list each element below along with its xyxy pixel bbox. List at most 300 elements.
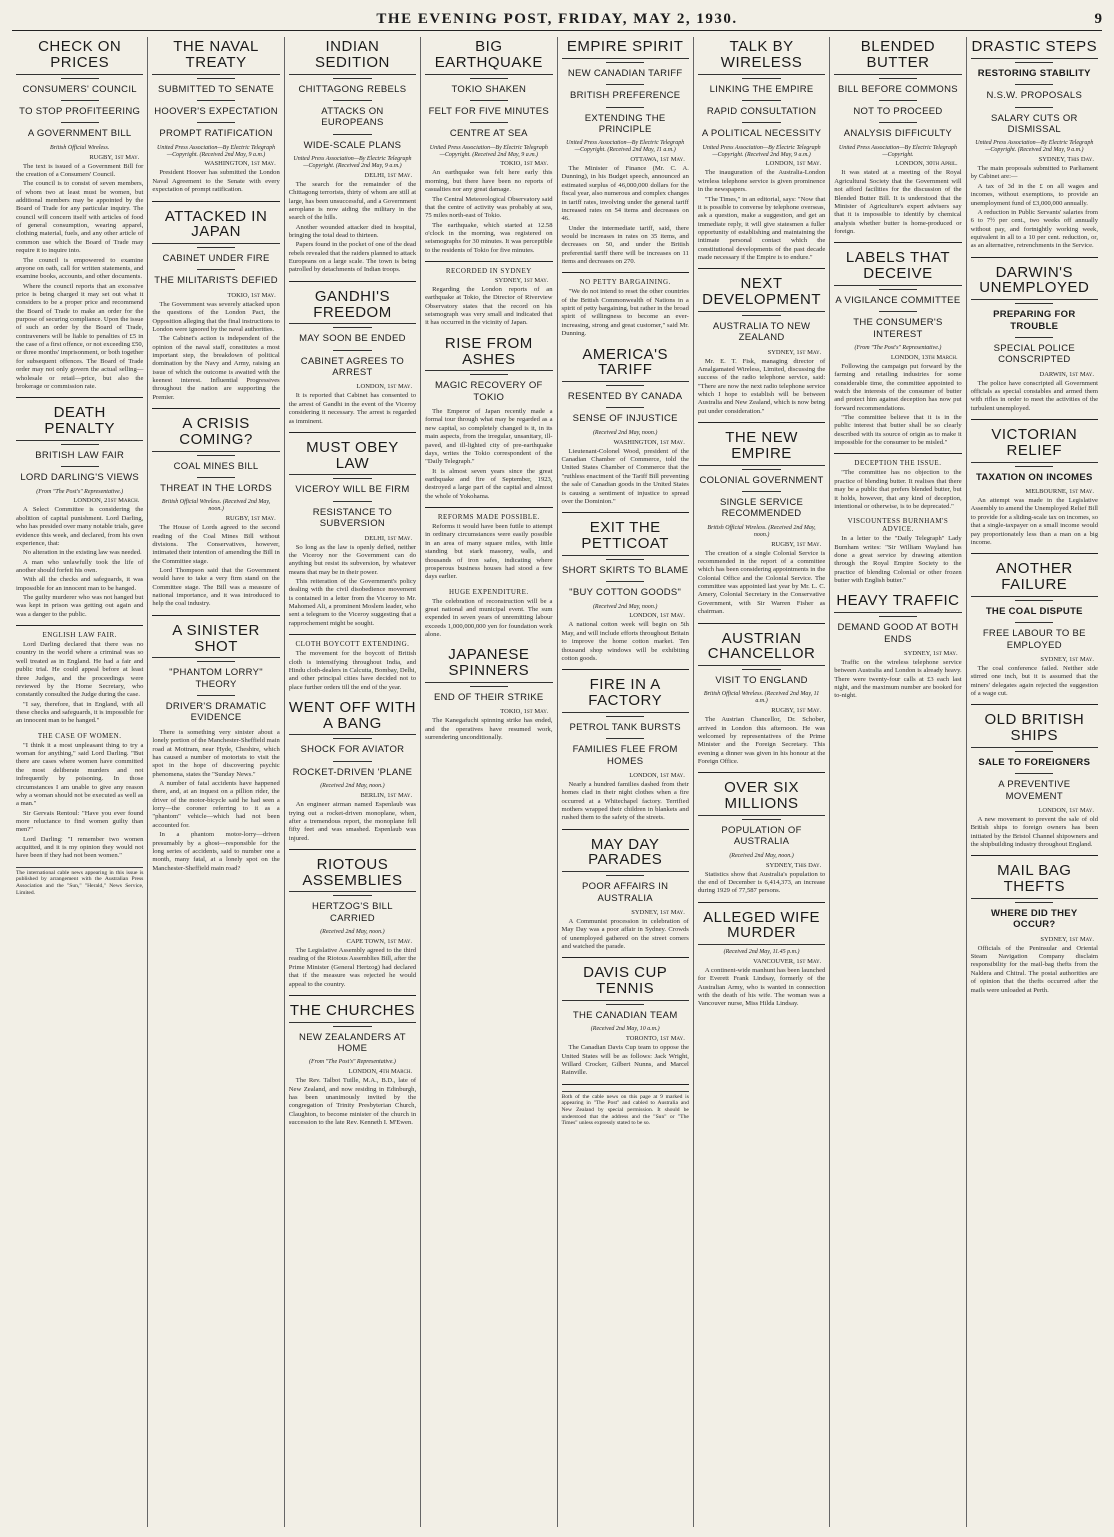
story-body bbox=[698, 358, 825, 417]
paragraph: Under the intermediate tariff, said, there would be increases in rates on 35 items, and decreases on 50, and under the British preferential tariff there will be increases on 11 items and decreases on 270. bbox=[561, 224, 689, 266]
deck-rule bbox=[1015, 600, 1053, 601]
paragraph: The Cabinet's action is independent of the opinion of the naval staff, constitutes a most important step, the breakdown of political domination by the Navy and Army, raising an issue of which the outcome is awaited with the keenest interest. Influential Progressives throughout the nation are supporting the Premier. bbox=[152, 335, 280, 401]
story-deck: END OF THEIR STRIKE bbox=[434, 691, 544, 703]
dateline: SYDNEY, 1st May. bbox=[631, 908, 685, 916]
dateline: WASHINGTON, 1st May. bbox=[613, 438, 685, 446]
story bbox=[425, 37, 552, 255]
story-separator bbox=[971, 704, 1098, 705]
paragraph: A continent-wide manhunt has been launched for Everett Frank Lindsay, formerly of the Australian Army, who is wanted in connection with the death of his wife. The woman was a Vancouver nurse, Miss Hilda Lindsay. bbox=[697, 967, 826, 1008]
story-subhead: HUGE EXPENDITURE. bbox=[448, 587, 529, 596]
story-body bbox=[834, 535, 961, 585]
story bbox=[562, 37, 689, 266]
masthead-title: THE EVENING POST, FRIDAY, MAY 2, 1930. bbox=[376, 10, 738, 27]
deck-rule bbox=[1015, 84, 1053, 85]
dateline: DELHI, 1st May. bbox=[364, 171, 413, 179]
story-separator bbox=[698, 268, 825, 269]
story-deck: POOR AFFAIRS IN AUSTRALIA bbox=[582, 881, 669, 904]
story bbox=[834, 517, 961, 585]
story-subhead: CLOTH BOYCOTT EXTENDING. bbox=[295, 640, 410, 649]
paragraph: It is almost seven years since the great earthquake and fire of September, 1923, destroyed a large part of the capital and almost the whole of Yokohama. bbox=[425, 467, 553, 500]
deck-rule bbox=[606, 385, 644, 386]
story-separator bbox=[289, 995, 416, 996]
story bbox=[289, 640, 416, 692]
paragraph: Lieutenant-Colonel Wood, president of the Canadian Chamber of Commerce, told the United States Chamber of Commerce that the "ruthless enactment of the Tariff Bill preventing the sale of Canadian goods in the United States is causing a sentiment of injustice to spread over the Dominion." bbox=[561, 447, 689, 505]
story-deck: BRITISH LAW FAIR bbox=[35, 449, 125, 461]
story-deck: TAXATION ON INCOMES bbox=[975, 471, 1093, 483]
story bbox=[971, 425, 1098, 547]
dateline: TORONTO, 1st May. bbox=[625, 1035, 685, 1043]
story-body bbox=[562, 165, 689, 266]
deck-rule bbox=[606, 62, 644, 63]
story-separator bbox=[562, 669, 689, 670]
story-deck: THE COAL DISPUTE bbox=[985, 605, 1083, 617]
deck-rule bbox=[470, 100, 508, 101]
paragraph: The Legislative Assembly agreed to the third reading of the Riotous Assemblies Bill, after the Prime Minister (General Hertzog) had declared that if the measure was rejected he would appeal to the country. bbox=[288, 947, 417, 988]
story-body bbox=[971, 380, 1098, 413]
wire-credit: United Press Association—By Electric Telegraph—Copyright. (Received 2nd May, 9 a.m.) bbox=[429, 144, 548, 158]
story-body bbox=[289, 947, 416, 989]
deck-rule bbox=[1015, 622, 1053, 623]
deck-rule bbox=[333, 478, 371, 479]
column-8 bbox=[967, 37, 1102, 1527]
wire-credit: United Press Association—By Electric Telegraph—Copyright. (Received 2nd May, 9 a.m.) bbox=[293, 156, 412, 169]
story-separator bbox=[698, 623, 825, 624]
story-deck: LORD DARLING'S VIEWS bbox=[20, 472, 140, 484]
story bbox=[971, 263, 1098, 414]
wire-credit: British Official Wireless. bbox=[50, 144, 110, 151]
paragraph: The movement for the boycott of British cloth is intensifying throughout India, and Hindu cloth-dealers in Calcutta, Bombay, Delhi, and other principal cities have decided not to place further orders till the end of the year. bbox=[288, 650, 417, 691]
story-body bbox=[152, 524, 279, 609]
dateline: LONDON, 1st May. bbox=[629, 771, 685, 779]
deck-rule bbox=[879, 100, 917, 101]
page-number: 9 bbox=[1094, 10, 1102, 27]
story bbox=[562, 518, 689, 663]
deck-rule bbox=[333, 350, 371, 351]
story-body bbox=[971, 945, 1098, 995]
story-headline: THE NEW EMPIRE bbox=[698, 428, 825, 466]
story-body bbox=[16, 641, 143, 726]
story-body bbox=[698, 169, 825, 262]
story-body bbox=[289, 544, 416, 629]
deck-rule bbox=[197, 122, 235, 123]
paragraph: Following the campaign put forward by the farming and retailing industries for some considerable time, the committee appointed to watch the interests of the consumer of butter and protect him against deception has now put forward recommendations. bbox=[834, 362, 962, 412]
story-deck: BRITISH PREFERENCE bbox=[569, 90, 681, 102]
story-body bbox=[152, 729, 279, 873]
paragraph: This reiteration of the Government's policy dealing with the civil disobedience movement is contained in a letter from the Viceroy to Mr. Mahomed Ali, a prominent Moslem leader, who sent a telegram to the Viceroy suggesting that a rapprochement might be sought. bbox=[288, 578, 417, 627]
story-deck: HERTZOG'S BILL CARRIED bbox=[312, 901, 393, 924]
story-body bbox=[562, 1044, 689, 1077]
deck-rule bbox=[333, 895, 371, 896]
paragraph: The Rev. Talbot Tuille, M.A., B.D., late of New Zealand, and now residing in Edinburgh, has been unanimously invited by the congregation of Trinity Presbyterian Church, Claughton, to become minister of the church in succession to the late Rev. Kenneth I. M'Ewen. bbox=[288, 1077, 417, 1127]
story-deck: RAPID CONSULTATION bbox=[706, 105, 817, 117]
story-headline: A SINISTER SHOT bbox=[152, 621, 279, 659]
deck-rule bbox=[61, 122, 99, 123]
story-body bbox=[425, 286, 552, 328]
story bbox=[152, 621, 279, 873]
wire-credit: (From "The Post's" Representative.) bbox=[309, 1059, 396, 1066]
deck-rule bbox=[333, 1026, 371, 1027]
paragraph: "The committee believe that it is in the public interest that butter shall be so clearly described with its source of origin as to make it impossible for the consumer to be misled." bbox=[834, 414, 962, 447]
deck-rule bbox=[742, 315, 780, 316]
deck-rule bbox=[606, 84, 644, 85]
story-headline: THE NAVAL TREATY bbox=[152, 37, 279, 75]
story-deck: VISIT TO ENGLAND bbox=[715, 675, 808, 687]
paragraph: A reduction in Public Servants' salaries from 6 to 7½ per cent., two weeks off annually without pay, and fortnightly working week, equivalent in all to a 10 per cent. reduction, or, as an alternative, retrenchments in the Service. bbox=[970, 208, 1098, 250]
dateline: LONDON, 21st March. bbox=[73, 497, 140, 505]
story-deck: LINKING THE EMPIRE bbox=[709, 83, 814, 95]
dateline: LONDON, 1st May. bbox=[765, 160, 822, 168]
story-headline: RIOTOUS ASSEMBLIES bbox=[289, 855, 416, 893]
story-body bbox=[562, 448, 689, 507]
paragraph: In a letter to the "Daily Telegraph" Lady Burnham writes: "Sir William Wayland has done a great service by drawing attention through the Royal Empire Society to the practice of blending Colonial or other frozen butter with English butter." bbox=[834, 535, 962, 585]
deck-rule bbox=[470, 374, 508, 375]
story-headline: EXIT THE PETTICOAT bbox=[562, 518, 689, 556]
story-deck: PROMPT RATIFICATION bbox=[159, 128, 273, 140]
deck-rule bbox=[606, 581, 644, 582]
story-headline: A CRISIS COMING? bbox=[152, 414, 279, 452]
paragraph: Reforms it would have been futile to attempt in ordinary circumstances were easily possible in an area of many square miles, with little standing but stark masonry, walls, and thousands of iron safes, indicating where prosperous business houses had stood a few days earlier. bbox=[425, 523, 553, 581]
story-deck: SENSE OF INJUSTICE bbox=[572, 413, 678, 425]
deck-rule bbox=[333, 501, 371, 502]
story-separator bbox=[152, 201, 279, 202]
paragraph: The council is empowered to examine anyone on oath, call for written statements, and examine books, accounts, and other documents. bbox=[16, 256, 144, 281]
story-separator bbox=[971, 257, 1098, 258]
paragraph: A Communist procession in celebration of May Day was a poor affair in Sydney. Crowds of unemployed gathered on the street corners and watched the parade. bbox=[561, 917, 689, 951]
story-body bbox=[425, 523, 552, 582]
story-separator bbox=[971, 855, 1098, 856]
story-body bbox=[834, 659, 961, 701]
story-deck: "BUY COTTON GOODS" bbox=[569, 587, 682, 599]
story bbox=[698, 908, 825, 1009]
story-headline: GANDHI'S FREEDOM bbox=[289, 287, 416, 325]
wire-credit: (Received 2nd May, 11.45 p.m.) bbox=[723, 949, 800, 956]
story-separator bbox=[425, 261, 552, 262]
story-headline: ATTACKED IN JAPAN bbox=[152, 207, 279, 245]
deck-rule bbox=[742, 122, 780, 123]
story-deck: PREPARING FOR TROUBLE bbox=[993, 309, 1076, 332]
paragraph: A tax of 3d in the £ on all wages and incomes, without exemptions, to provide an unemployment fund of £3,000,000 annually. bbox=[970, 182, 1098, 207]
story bbox=[152, 414, 279, 609]
paragraph: The guilty murderer who was not hanged but was kept in prison was getting out again and was a danger to the public. bbox=[16, 594, 144, 618]
story-separator bbox=[152, 615, 279, 616]
story-headline: ALLEGED WIFE MURDER bbox=[698, 908, 825, 946]
dateline: SYDNEY, 1st May. bbox=[1040, 935, 1094, 943]
deck-rule bbox=[470, 78, 508, 79]
wire-credit: (Received 2nd May, noon.) bbox=[592, 603, 658, 610]
dateline: VANCOUVER, 1st May. bbox=[753, 958, 822, 965]
paragraph: An earthquake was felt here early this morning, but there have been no reports of casualties nor any great damage. bbox=[425, 169, 553, 194]
deck-rule bbox=[606, 875, 644, 876]
story bbox=[562, 278, 689, 338]
paragraph: A number of fatal accidents have happened there, and, at an inquest on a pillion rider, the driver of the motor-bicycle said he had seen a lorry—the coroner referring to it as a "phantom" vehicle—which had not been accounted for. bbox=[152, 780, 280, 829]
story bbox=[834, 459, 961, 511]
deck-rule bbox=[197, 269, 235, 270]
story bbox=[971, 559, 1098, 698]
paragraph: "We do not intend to reset the other countries of the British Commonwealth of Nations in a spirit of petty bargaining, but rather in the broad spirit of willingness to become an ever-increasing, strong and great customer," said Mr. Dunning. bbox=[561, 288, 689, 338]
story-body bbox=[562, 781, 689, 823]
story-deck: "PHANTOM LORRY" THEORY bbox=[169, 667, 263, 690]
story-body bbox=[698, 550, 825, 617]
wire-credit: United Press Association—By Electric Telegraph—Copyright. (Received 2nd May, 9 a.m.) bbox=[157, 144, 276, 158]
paragraph: Sir Gervais Rentoul: "Have you ever found more reluctance to find women guilty than men?" bbox=[16, 809, 144, 834]
deck-rule bbox=[606, 738, 644, 739]
story bbox=[289, 698, 416, 843]
story-headline: MAY DAY PARADES bbox=[562, 835, 689, 873]
story bbox=[16, 631, 143, 726]
dateline: LONDON, 1st May. bbox=[629, 612, 685, 620]
deck-rule bbox=[606, 559, 644, 560]
deck-rule bbox=[197, 695, 235, 696]
dateline: SYDNEY, 1st May. bbox=[767, 348, 822, 356]
story-separator bbox=[698, 422, 825, 423]
story-headline: AMERICA'S TARIFF bbox=[562, 345, 689, 383]
paragraph: Lord Thompson said that the Government would have to take a very firm stand on the Committee stage. The Bill was a measure of national importance, and it was introduced to help the coal industry. bbox=[152, 566, 280, 608]
story-deck: A GOVERNMENT BILL bbox=[27, 128, 132, 140]
story-body bbox=[834, 169, 961, 236]
story-body bbox=[152, 169, 279, 194]
deck-rule bbox=[197, 100, 235, 101]
story-body bbox=[289, 650, 416, 692]
story bbox=[425, 334, 552, 501]
story bbox=[16, 37, 143, 391]
column-6 bbox=[694, 37, 830, 1527]
story-headline: JAPANESE SPINNERS bbox=[425, 645, 552, 683]
story-body bbox=[289, 181, 416, 275]
wire-credit: (Received 2nd May, 10 a.m.) bbox=[590, 1026, 660, 1033]
story-deck: NEW CANADIAN TARIFF bbox=[567, 67, 683, 79]
story-deck: CABINET AGREES TO ARREST bbox=[300, 355, 405, 379]
deck-rule bbox=[1015, 107, 1053, 108]
story-headline: BLENDED BUTTER bbox=[834, 37, 961, 75]
story-headline: AUSTRIAN CHANCELLOR bbox=[698, 629, 825, 667]
story-separator bbox=[562, 1084, 689, 1085]
dateline: TOKIO, 1st May. bbox=[500, 708, 549, 716]
paragraph: The Austrian Chancellor, Dr. Schober, arrived in London this afternoon. He was welcomed by representatives of the Prime Minister and the Foreign Secretary. This evening a dinner was given in his honour at the Foreign Office. bbox=[697, 716, 826, 765]
story-separator bbox=[698, 772, 825, 773]
deck-rule bbox=[61, 444, 99, 445]
dateline: RUGBY, 1st May. bbox=[771, 540, 822, 548]
story-body bbox=[425, 717, 552, 742]
paragraph: The Central Meteorological Observatory said that the centre of activity was probably at sea, 75 miles north-east of Tokio. bbox=[425, 195, 553, 220]
story-deck: SUBMITTED TO SENATE bbox=[158, 83, 275, 95]
wire-credit: (From "The Post's" Representative.) bbox=[36, 488, 124, 495]
deck-rule bbox=[197, 247, 235, 248]
paragraph: "The Times," in an editorial, says: "Now that it is possible to converse by telephone overseas, ask a question, make a suggestion, and get an immediate reply, it will give statesmen a fuller opportunity of establishing and maintaining the intimate personal contact which the constitutional developments of the past decade made necessary if the Empire is to endure." bbox=[697, 195, 826, 262]
dateline: LONDON, 30th April. bbox=[895, 160, 958, 168]
story-body bbox=[16, 506, 143, 619]
story-deck: THE CONSUMER'S INTEREST bbox=[853, 317, 943, 340]
story-body bbox=[425, 408, 552, 501]
story bbox=[562, 345, 689, 507]
deck-rule bbox=[1015, 337, 1053, 338]
story-deck: THE CANADIAN TEAM bbox=[572, 1009, 678, 1021]
story-subhead: REFORMS MADE POSSIBLE. bbox=[437, 513, 540, 522]
story-deck: COLONIAL GOVERNMENT bbox=[699, 474, 824, 486]
story-deck: SPECIAL POLICE CONSCRIPTED bbox=[993, 342, 1076, 366]
dateline: CAPE TOWN, 1st May. bbox=[346, 938, 413, 946]
story-headline: HEAVY TRAFFIC bbox=[834, 591, 961, 613]
column-3 bbox=[285, 37, 421, 1527]
story-body bbox=[289, 1077, 416, 1127]
story-separator bbox=[425, 507, 552, 508]
story-deck: CENTRE AT SEA bbox=[449, 128, 528, 140]
deck-rule bbox=[879, 616, 917, 617]
story bbox=[698, 629, 825, 767]
story-headline: MUST OBEY LAW bbox=[289, 438, 416, 476]
story bbox=[289, 37, 416, 275]
story-deck: MAY SOON BE ENDED bbox=[299, 333, 406, 345]
dateline: RUGBY, 1st May. bbox=[225, 515, 276, 523]
paragraph: "The committee has no objection to the practice of blending butter. It realises that there may be a public that prefers blended butter, but it holds, however, that any kind of deception, intentional or otherwise, is to be deprecated." bbox=[834, 469, 962, 510]
column-2 bbox=[148, 37, 284, 1527]
paragraph: In a phantom motor-lorry—driven presumably by a ghost—responsible for the long series of accidents, said to number one a month, many fatal, at a lonely spot on the Manchester-Sheffield main road? bbox=[152, 831, 280, 872]
story-deck: HOOVER'S EXPECTATION bbox=[154, 105, 278, 117]
story-headline: DEATH PENALTY bbox=[16, 403, 143, 441]
deck-rule bbox=[1015, 303, 1053, 304]
story bbox=[425, 588, 552, 640]
deck-rule bbox=[606, 407, 644, 408]
deck-rule bbox=[879, 289, 917, 290]
story bbox=[289, 1001, 416, 1128]
story-deck: MAGIC RECOVERY OF TOKIO bbox=[434, 380, 543, 403]
story bbox=[16, 732, 143, 861]
story-deck: AUSTRALIA TO NEW ZEALAND bbox=[712, 320, 811, 344]
story-deck: CHITTAGONG REBELS bbox=[298, 83, 407, 95]
wire-credit: British Official Wireless. (Received 2nd May, noon.) bbox=[707, 524, 816, 538]
paragraph: The creation of a single Colonial Service is recommended in the report of a committee which has been considering appointments in the Colonial Office and the Colonial Service. The committee was appointed last year by Mr. L. C. Amery, Colonial Secretary in the Conservative Government, with Sir Warren Fisher as chairman. bbox=[697, 549, 826, 616]
dateline: DARWIN, 1st May. bbox=[1039, 370, 1094, 378]
wire-credit: United Press Association—By Electric Telegraph—Copyright. (Received 2nd May, 9 a.m.) bbox=[702, 144, 821, 158]
dateline: RUGBY, 1st May. bbox=[89, 153, 140, 161]
story-body bbox=[16, 742, 143, 861]
story bbox=[971, 861, 1098, 994]
deck-rule bbox=[470, 122, 508, 123]
story-headline: MAIL BAG THEFTS bbox=[971, 861, 1098, 899]
story-deck: SALARY CUTS OR DISMISSAL bbox=[990, 112, 1078, 135]
story-deck: BILL BEFORE COMMONS bbox=[837, 83, 958, 95]
deck-rule bbox=[197, 661, 235, 662]
story-body bbox=[971, 665, 1098, 698]
story-separator bbox=[16, 625, 143, 626]
story-separator bbox=[834, 242, 961, 243]
story-deck: A VIGILANCE COMMITTEE bbox=[835, 294, 961, 306]
deck-rule bbox=[333, 761, 371, 762]
story-body bbox=[971, 497, 1098, 547]
story-body bbox=[971, 165, 1098, 251]
paragraph: Mr. E. T. Fisk, managing director of Amalgamated Wireless, Limited, discussing the success of the radio telephone service, said: "There are now the next radio telephone service which I hope to establish will be between Australia and New Zealand, which is now being put under consideration." bbox=[697, 357, 826, 415]
deck-rule bbox=[1015, 902, 1053, 903]
story bbox=[834, 591, 961, 700]
deck-rule bbox=[742, 491, 780, 492]
story bbox=[562, 1091, 689, 1128]
story bbox=[698, 274, 825, 416]
paragraph: Regarding the London reports of an earthquake at Tokio, the Director of Riverview Observatory states that the record on his seismograph was very small and indicated that it has occurred in the vicinity of Japan. bbox=[425, 286, 553, 327]
paragraph: The council is to consist of seven members, of whom two at least must be women, but additional members may be appointed by the Board of Trade for any particular inquiry. The council will concern itself with articles of food of general consumption, wearing apparel, clothing material, fuels, and any other article of common use which the Board of Trade may require it to inquire into. bbox=[16, 180, 144, 255]
story bbox=[289, 438, 416, 628]
story-separator bbox=[834, 453, 961, 454]
story-deck: CABINET UNDER FIRE bbox=[162, 253, 270, 265]
story-body bbox=[562, 288, 689, 338]
column-7 bbox=[830, 37, 966, 1527]
paragraph: The Minister of Finance (Mr. C. A. Dunning), in his Budget speech, announced an estimated surplus of 46,000,000 dollars for the fiscal year, also numerous and complex changes in tariff rates, involving under the general tariff increased rates on 54 items and decreases on 46. bbox=[561, 165, 689, 223]
story-deck: POPULATION OF AUSTRALIA bbox=[721, 824, 802, 848]
paragraph: Statistics show that Australia's population to the end of December is 6,414,373, an increase during 1929 of 77,587 persons. bbox=[697, 870, 826, 895]
deck-rule bbox=[1015, 62, 1053, 63]
story-deck: RESTORING STABILITY bbox=[977, 67, 1091, 79]
paragraph: The Kanegafuchi spinning strike has ended, and the operatives have resumed work, surrendering unconditionally. bbox=[425, 717, 553, 741]
story bbox=[698, 428, 825, 616]
dateline: SYDNEY, 1st May. bbox=[494, 277, 549, 285]
column-1 bbox=[12, 37, 148, 1527]
story-deck: VICEROY WILL BE FIRM bbox=[295, 484, 410, 496]
story bbox=[562, 835, 689, 952]
story-deck: FAMILIES FLEE FROM HOMES bbox=[572, 744, 678, 767]
story-deck: NEW ZEALANDERS AT HOME bbox=[299, 1031, 406, 1055]
story bbox=[425, 267, 552, 328]
paragraph: There is something very sinister about a lonely portion of the Manchester-Sheffield main road at Mottram, near Hyde, Cheshire, which has caused a number of motorists to visit the spot in the hope of discovering psychic phenomena, states the "Sunday News." bbox=[152, 728, 280, 778]
dateline: LONDON, 4th March. bbox=[348, 1068, 413, 1076]
paragraph: The main proposals submitted to Parliament by Cabinet are:— bbox=[970, 165, 1098, 181]
story bbox=[289, 855, 416, 989]
story-headline: LABELS THAT DECEIVE bbox=[834, 248, 961, 286]
paragraph: So long as the law is openly defied, neither the Viceroy nor the Government can do anything but resist its subversion, by whatever means that may be in their power. bbox=[288, 543, 417, 576]
story-headline: VICTORIAN RELIEF bbox=[971, 425, 1098, 463]
paragraph: Papers found in the pocket of one of the dead rebels revealed that the raiders planned to attack Europeans on a large scale. The town is being patrolled by detachments of Indian troops. bbox=[288, 241, 417, 274]
paragraph: "I say, therefore, that in England, with all these checks and safeguards, it is impossible for an innocent man to be hanged." bbox=[16, 700, 144, 725]
story-deck: THE MILITARISTS DEFIED bbox=[154, 275, 278, 287]
paragraph: The search for the remainder of the Chittagong terrorists, thirty of whom are still at large, has been unsuccessful, and a Government aeroplane is now aiding the military in the search of the hills. bbox=[288, 180, 417, 222]
story-deck: WIDE-SCALE PLANS bbox=[303, 139, 402, 151]
wire-credit: (From "The Post's" Representative.) bbox=[854, 345, 942, 351]
story-body bbox=[425, 169, 552, 255]
story-deck: NOT TO PROCEED bbox=[853, 105, 943, 117]
deck-rule bbox=[742, 669, 780, 670]
footnote: Both of the cable news on this page at 9 marked is appearing in "The Post" and cabled to Australia and New Zealand by special permission. It should be understood that the address and the "Sun" or "The Times" unless expressly stated to be so. bbox=[562, 1091, 689, 1128]
story-headline: OVER SIX MILLIONS bbox=[698, 778, 825, 816]
story-headline: TALK BY WIRELESS bbox=[698, 37, 825, 75]
dateline: TOKIO, 1st May. bbox=[227, 291, 276, 299]
story-body bbox=[834, 469, 961, 511]
footnote: The international cable news appearing in this issue is published by arrangement with the Australian Press Association and the "Sun," "Herald," News Service, Limited. bbox=[16, 867, 143, 897]
paragraph: The coal conference failed. Neither side stirred one inch, but it is assumed that the miners' delegates again rejected the suggestion of a wage cut. bbox=[970, 664, 1098, 697]
story-deck: DRIVER'S DRAMATIC EVIDENCE bbox=[165, 701, 267, 724]
deck-rule bbox=[333, 100, 371, 101]
dateline: LONDON, 1st May. bbox=[356, 383, 413, 391]
dateline: WASHINGTON, 1st May. bbox=[204, 160, 276, 168]
wire-credit: (Received 2nd May, noon.) bbox=[592, 429, 658, 436]
dateline: LONDON, 13th March. bbox=[890, 353, 958, 361]
story bbox=[152, 37, 279, 195]
story-deck: A PREVENTIVE MOVEMENT bbox=[998, 779, 1071, 802]
paragraph: A new movement to prevent the sale of old British ships to foreign owners has been initiated by the Bristol Channel shipowners and the shipbuilding industry throughout England. bbox=[970, 816, 1098, 849]
paragraph: A man who unlawfully took the life of another should forfeit his own. bbox=[16, 558, 144, 574]
story-headline: OLD BRITISH SHIPS bbox=[971, 710, 1098, 748]
deck-rule bbox=[742, 819, 780, 820]
paragraph: Nearly a hundred families dashed from their homes clad in their night clothes when a fire occurred at a Whitechapel factory. Terrified mothers wrapped their children in blankets and rushed them to the safety of the streets. bbox=[561, 780, 689, 822]
story-separator bbox=[698, 902, 825, 903]
paragraph: A national cotton week will begin on 5th May, and will include efforts throughout Britain to improve the home cotton market. Ten thousand shop windows will be exhibiting cotton goods. bbox=[561, 621, 689, 662]
story bbox=[425, 513, 552, 582]
dateline: DELHI, 1st May. bbox=[364, 534, 413, 542]
story-body bbox=[698, 716, 825, 766]
deck-rule bbox=[1015, 466, 1053, 467]
story-deck: SHORT SKIRTS TO BLAME bbox=[562, 564, 689, 576]
story-body bbox=[289, 392, 416, 425]
paragraph: An attempt was made in the Legislative Assembly to amend the Unemployed Relief Bill to provide for a sliding-scale tax on incomes, so that a single-taxpayer on a small income would pay proportionately less than a man on a big income. bbox=[970, 497, 1098, 546]
wire-credit: (Received 2nd May, noon.) bbox=[320, 783, 385, 790]
story-separator bbox=[289, 432, 416, 433]
dateline: SYDNEY, This Day. bbox=[1038, 156, 1094, 164]
